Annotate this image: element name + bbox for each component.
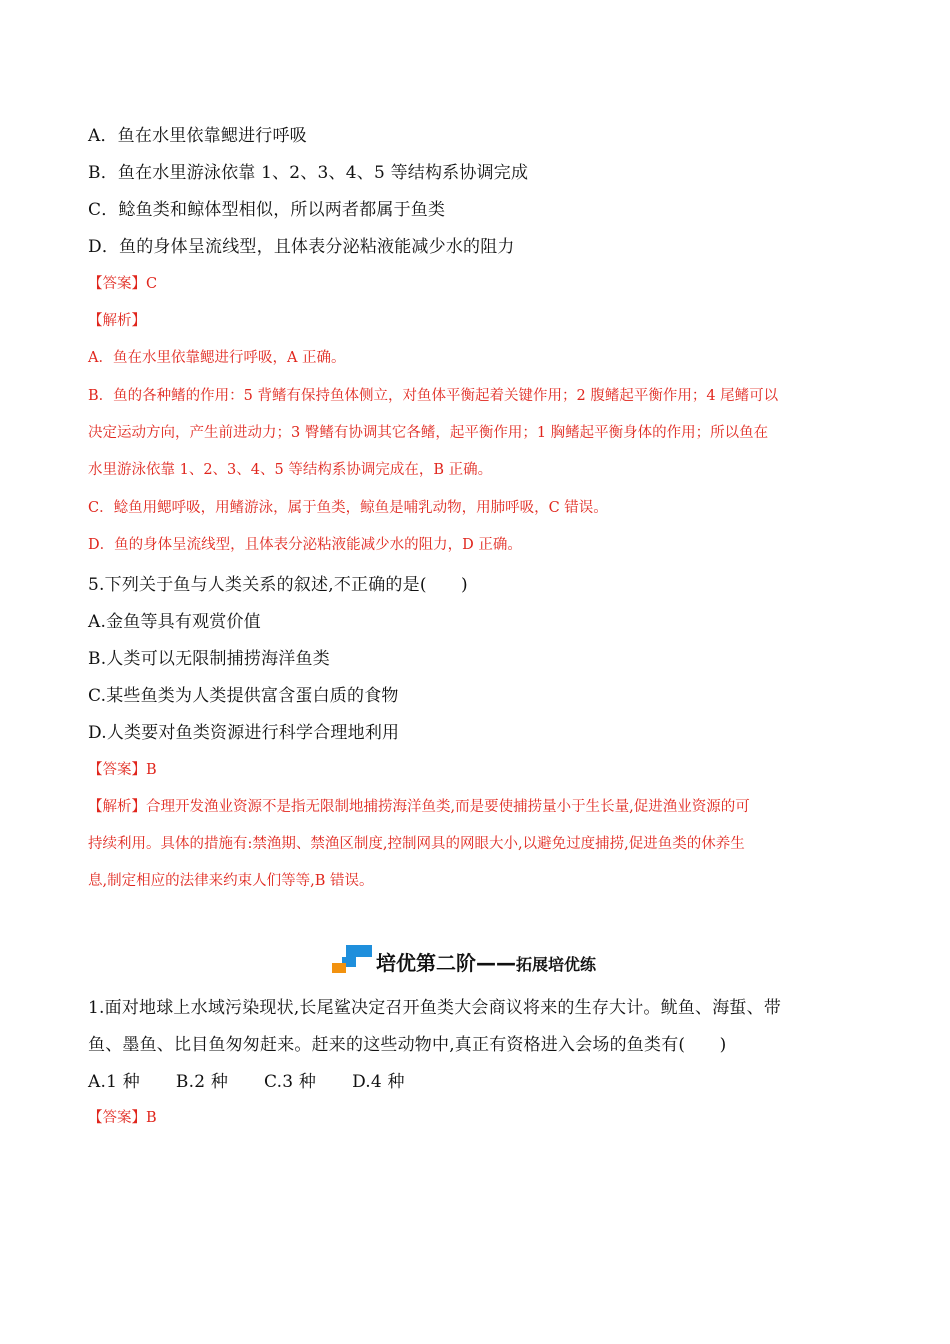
- analysis-label: 【解析】: [88, 799, 146, 815]
- q4-option-d: D．鱼的身体呈流线型，且体表分泌粘液能减少水的阻力: [88, 237, 515, 257]
- p1-option-a: A.1 种: [88, 1072, 140, 1092]
- p1-option-c: C.3 种: [264, 1072, 317, 1092]
- answer-label: 【答案】: [88, 276, 146, 292]
- section-heading: [332, 943, 596, 979]
- p1-stem-line: 1.面对地球上水域污染现状,长尾鲨决定召开鱼类大会商议将来的生存大计。鱿鱼、海蜇、带: [88, 998, 782, 1018]
- q4-option-c: C．鲶鱼类和鲸体型相似，所以两者都属于鱼类: [88, 200, 446, 220]
- answer-label: 【答案】: [88, 1110, 146, 1126]
- section-title-main: 培优第二阶: [376, 950, 476, 975]
- q5-analysis-line: 息,制定相应的法律来约束人们等等,B 错误。: [88, 873, 374, 889]
- section-title-sub: 拓展培优练: [516, 954, 597, 974]
- q5-stem: 5.下列关于鱼与人类关系的叙述,不正确的是( ): [88, 575, 468, 595]
- section-title-dash: ——: [476, 950, 516, 975]
- p1-stem-line: 鱼、墨鱼、比目鱼匆匆赶来。赶来的这些动物中,真正有资格进入会场的鱼类有( ): [88, 1035, 727, 1055]
- p1-option-d: D.4 种: [352, 1072, 405, 1092]
- q5-answer: [88, 758, 157, 779]
- q4-analysis-line: B．鱼的各种鳍的作用：5 背鳍有保持鱼体侧立，对鱼体平衡起着关键作用；2 腹鳍起平衡作用；4 尾鳍可以: [88, 388, 779, 404]
- p1-options: [88, 1067, 441, 1092]
- answer-label: 【答案】: [88, 762, 146, 778]
- answer-value: C: [146, 276, 158, 292]
- q4-analysis-line: A．鱼在水里依靠鳃进行呼吸，A 正确。: [88, 350, 346, 366]
- q5-option-b: B.人类可以无限制捕捞海洋鱼类: [88, 649, 330, 669]
- section-logo-icon: [332, 943, 374, 979]
- q5-option-d: D.人类要对鱼类资源进行科学合理地利用: [88, 723, 400, 743]
- q5-option-a: A.金鱼等具有观赏价值: [88, 612, 261, 632]
- q5-analysis-line: 持续利用。具体的措施有:禁渔期、禁渔区制度,控制网具的网眼大小,以避免过度捕捞,促进鱼类的休养生: [88, 836, 745, 852]
- q4-analysis-line: C．鲶鱼用鳃呼吸，用鳍游泳，属于鱼类，鲸鱼是哺乳动物，用肺呼吸，C 错误。: [88, 500, 608, 516]
- q5-analysis-line: 【解析】合理开发渔业资源不是指无限制地捕捞海洋鱼类,而是要使捕捞量小于生长量,促进渔业资源的可: [88, 799, 750, 815]
- section-title: [376, 947, 596, 976]
- q4-analysis-label: 【解析】: [88, 313, 146, 329]
- q4-option-a: A．鱼在水里依靠鳃进行呼吸: [88, 126, 307, 146]
- q4-option-b: B．鱼在水里游泳依靠 1、2、3、4、5 等结构系协调完成: [88, 163, 529, 183]
- q4-analysis-line: 决定运动方向，产生前进动力；3 臀鳍有协调其它各鳍，起平衡作用；1 胸鳍起平衡身体的作用；所以鱼在: [88, 425, 769, 441]
- q5-option-c: C.某些鱼类为人类提供富含蛋白质的食物: [88, 686, 399, 706]
- p1-answer: [88, 1106, 157, 1127]
- answer-value: B: [146, 1110, 157, 1126]
- answer-value: B: [146, 762, 157, 778]
- q4-analysis-line: 水里游泳依靠 1、2、3、4、5 等结构系协调完成在，B 正确。: [88, 462, 493, 478]
- q4-answer: [88, 272, 157, 293]
- p1-option-b: B.2 种: [175, 1072, 229, 1092]
- q4-analysis-line: D．鱼的身体呈流线型，且体表分泌粘液能减少水的阻力，D 正确。: [88, 537, 522, 553]
